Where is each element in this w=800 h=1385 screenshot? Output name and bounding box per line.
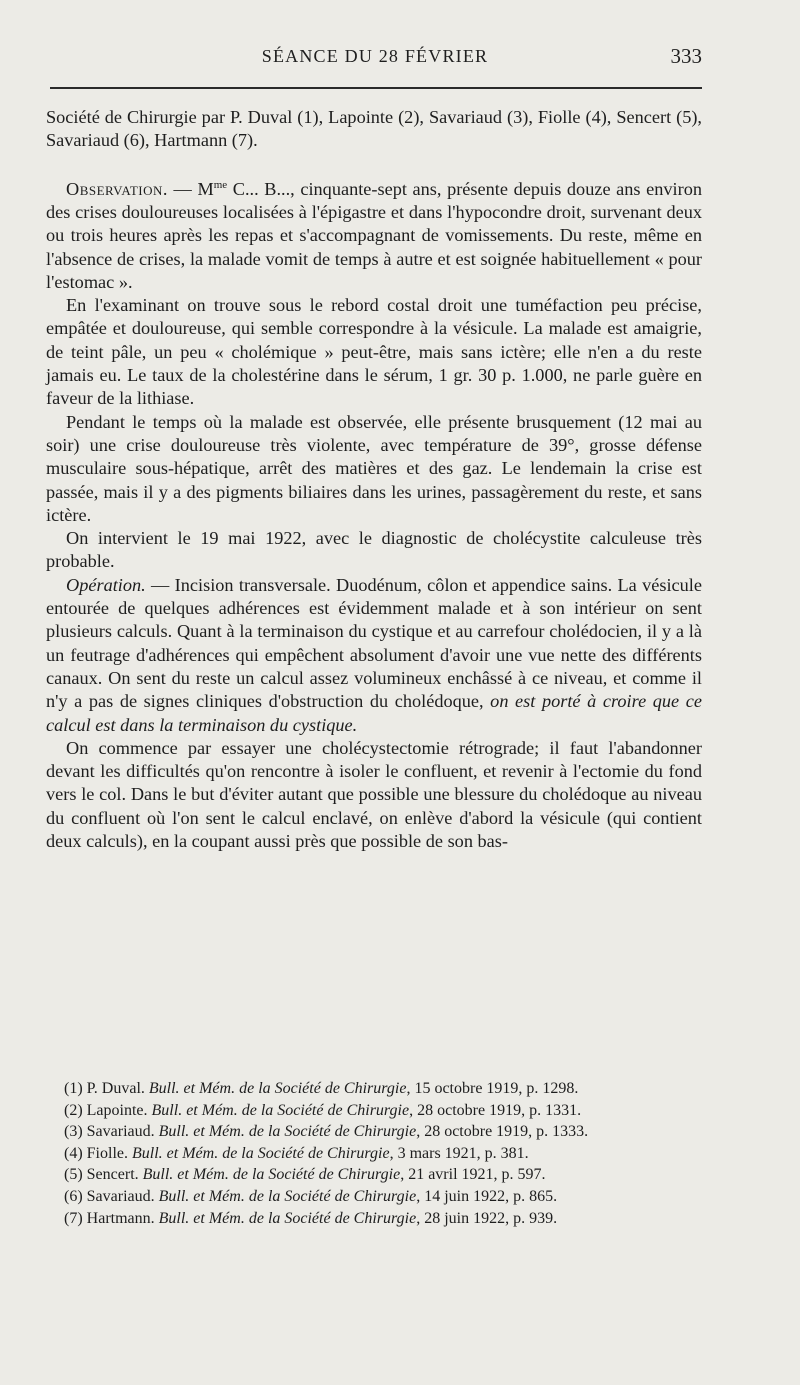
- footnote-detail: , 3 mars 1921, p. 381.: [389, 1144, 529, 1162]
- footnote-title: Bull. et Mém. de la Société de Chirurgie: [148, 1080, 407, 1097]
- observation-heading: Observation.: [66, 178, 168, 199]
- footnote-title: Bull. et Mém. de la Société de Chirurgie: [132, 1144, 390, 1162]
- footnote-title: Bull. et Mém. de la Société de Chirurgie: [158, 1209, 417, 1227]
- running-header: [48, 44, 702, 70]
- footnote-title: Bull. et Mém. de la Société de Chirurgie: [142, 1166, 401, 1184]
- footnote-7: [46, 1208, 704, 1230]
- paragraph: En l'examinant on trouve sous le rebord costal droit une tuméfaction peu précise, empâtée et douloureuse, qui semble correspondre à la vésicule. La malade est amaigrie, de teint pâle, un peu « cholémique » peut-être, mais sans ictère; elle n'en a du reste jamais eu. Le taux de la cholestérine dans le sérum, 1 gr. 30 p. 1.000, ne parle guère en faveur de la lithiase.: [46, 295, 702, 409]
- footnote-title: Bull. et Mém. de la Société de Chirurgie: [158, 1187, 417, 1205]
- paragraph-operation: [46, 574, 702, 737]
- operation-heading: Opération.: [66, 574, 146, 595]
- footnotes: [46, 1078, 704, 1229]
- footnote-ref: (5) Sencert.: [64, 1166, 143, 1184]
- footnote-ref: (7) Hartmann.: [64, 1209, 159, 1227]
- running-title: SÉANCE DU 28 FÉVRIER: [261, 46, 489, 66]
- footnote-title: Bull. et Mém. de la Société de Chirurgie: [158, 1123, 417, 1141]
- footnote-1: [46, 1078, 704, 1100]
- paragraph: On commence par essayer une cholécystectomie rétrograde; il faut l'abandonner devant les difficultés qu'on rencontre à isoler le confluent, et revenir à l'ectomie du fond vers le col. Dans le but d'éviter autant que possible une blessure du cholédoque au niveau du confluent où l'on sent le calcul enclavé, on enlève d'abord la vésicule (qui contient deux calculs), en la coupant aussi près que possible de son bas-: [46, 737, 702, 851]
- footnote-detail: , 28 octobre 1919, p. 1333.: [416, 1123, 589, 1141]
- footnote-detail: , 28 juin 1922, p. 939.: [416, 1209, 558, 1227]
- header-rule: [50, 87, 702, 89]
- footnote-detail: , 28 octobre 1919, p. 1331.: [409, 1101, 582, 1119]
- footnote-ref: (3) Savariaud.: [64, 1123, 159, 1141]
- superscript: me: [213, 178, 228, 191]
- paragraph: Pendant le temps où la malade est observée, elle présente brusquement (12 mai au soir) une crise douloureuse très violente, avec température de 39°, grosse défense musculaire sous-hépatique, arrêt des matières et des gaz. Le lendemain la crise est passée, mais il y a des pigments biliaires dans les urines, passagèrement du reste, et sans ictère.: [46, 411, 702, 525]
- italic-run: on est porté à croire que ce calcul est dans la terminaison du cystique.: [46, 691, 702, 735]
- text-run: —: [167, 178, 198, 199]
- main-text: [46, 106, 702, 853]
- footnote-ref: (6) Savariaud.: [64, 1187, 159, 1205]
- paragraph: Société de Chirurgie par P. Duval (1), Lapointe (2), Savariaud (3), Fiolle (4), Sencert (5), Savariaud (6), Hartmann (7).: [46, 107, 702, 151]
- footnote-2: [46, 1100, 704, 1122]
- footnote-4: [46, 1143, 704, 1165]
- footnote-detail: , 21 avril 1921, p. 597.: [400, 1166, 546, 1184]
- footnote-5: [46, 1164, 704, 1186]
- footnote-3: [46, 1121, 704, 1143]
- footnote-ref: (4) Fiolle.: [64, 1144, 132, 1162]
- text-run: — Incision transversale. Duodénum, côlon et appendice sains. La vésicule entourée de quelques adhérences est évidemment malade et à son intérieur on sent plusieurs calculs. Quant à la terminaison du cystique et au carrefour cholédocien, il y a là un feutrage d'adhérences qui empêchent absolument d'avoir une vue nette des différents canaux. On sent du reste un calcul assez volumineux enchâssé à ce niveau, et comme il n'y a pas de signes cliniques d'obstruction du cholédoque,: [46, 574, 702, 712]
- page-number: 333: [670, 44, 702, 68]
- footnote-title: Bull. et Mém. de la Société de Chirurgie: [151, 1101, 410, 1119]
- text-run: M: [197, 178, 214, 199]
- footnote-6: [46, 1186, 704, 1208]
- paragraph-observation: [46, 174, 702, 295]
- footnote-detail: , 14 juin 1922, p. 865.: [416, 1187, 558, 1205]
- footnote-ref: (2) Lapointe.: [64, 1101, 152, 1119]
- text-run: C... B..., cinquante-sept ans, présente depuis douze ans environ des crises douloureuses localisées à l'épigastre et dans l'hypocondre droit, survenant deux ou trois heures après les repas et s'accompagnant de vomissements. Du reste, même en l'absence de crises, la malade vomit de temps à autre et est soignée habituellement « pour l'estomac ».: [46, 178, 702, 292]
- footnote-detail: , 15 octobre 1919, p. 1298.: [406, 1080, 579, 1097]
- footnote-ref: (1) P. Duval.: [64, 1080, 149, 1097]
- paragraph: On intervient le 19 mai 1922, avec le diagnostic de cholécystite calculeuse très probable.: [46, 528, 702, 572]
